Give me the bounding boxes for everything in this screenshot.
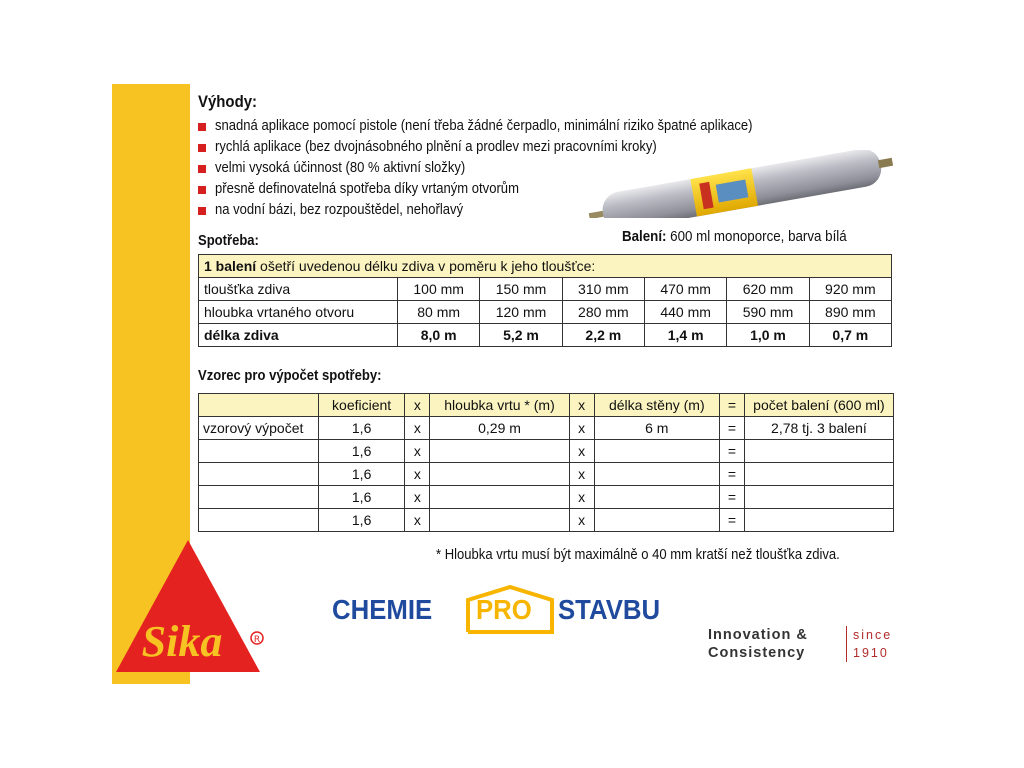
table-row <box>199 278 892 301</box>
table-header-cell: koeficient <box>318 394 405 417</box>
since-line-2: 1910 <box>853 646 889 660</box>
table-header-cell <box>199 394 319 417</box>
list-item: snadná aplikace pomocí pistole (není třeba žádné čerpadlo, minimální riziko špatné aplikace) <box>198 116 898 137</box>
table-row <box>199 301 892 324</box>
list-item: rychlá aplikace (bez dvojnásobného plnění a prodlev mezi pracovními kroky) <box>198 137 898 158</box>
formula-table <box>198 393 894 532</box>
consumption-header-cell <box>199 255 892 278</box>
table-cell: 100 mm <box>398 278 480 301</box>
table-cell: = <box>720 440 745 463</box>
bullet-square-icon <box>198 123 206 131</box>
footnote: * Hloubka vrtu musí být maximálně o 40 mm kratší než tloušťka zdiva. <box>436 547 840 563</box>
product-cartridge-image <box>582 150 904 218</box>
table-cell: 1,4 m <box>644 324 726 347</box>
packaging-label: Balení: <box>622 229 667 245</box>
list-item: velmi vysoká účinnost (80 % aktivní složky) <box>198 158 898 179</box>
tagline-line-1: Innovation & <box>708 627 808 643</box>
table-cell: 1,6 <box>318 486 405 509</box>
consumption-table <box>198 254 892 347</box>
packaging-text: 600 ml monoporce, barva bílá <box>666 229 847 245</box>
table-cell: 150 mm <box>480 278 562 301</box>
table-cell: x <box>405 440 430 463</box>
table-cell: 2,78 tj. 3 balení <box>744 417 893 440</box>
row-label: délka zdiva <box>199 324 398 347</box>
table-cell: 470 mm <box>644 278 726 301</box>
table-cell <box>744 509 893 532</box>
table-cell: x <box>569 486 594 509</box>
sika-logo <box>112 538 272 678</box>
table-row <box>199 463 894 486</box>
table-cell: x <box>405 417 430 440</box>
sika-wordmark: Sika <box>141 617 223 666</box>
bullet-square-icon <box>198 165 206 173</box>
table-row <box>199 486 894 509</box>
list-item: přesně definovatelná spotřeba díky vrtaným otvorům <box>198 179 898 200</box>
table-cell: 120 mm <box>480 301 562 324</box>
table-cell: 1,6 <box>318 463 405 486</box>
table-cell: 890 mm <box>809 301 891 324</box>
table-cell: 0,7 m <box>809 324 891 347</box>
bullet-square-icon <box>198 144 206 152</box>
chemie-pro-stavbu-logo <box>332 584 698 634</box>
table-row <box>199 509 894 532</box>
table-cell: vzorový výpočet <box>199 417 319 440</box>
table-cell: 2,2 m <box>562 324 644 347</box>
since-line-1: since <box>853 628 893 642</box>
table-header-cell: počet balení (600 ml) <box>744 394 893 417</box>
table-cell: 0,29 m <box>430 417 569 440</box>
row-label: hloubka vrtaného otvoru <box>199 301 398 324</box>
brand-word-mid: PRO <box>476 594 532 625</box>
consumption-title: Spotřeba: <box>198 233 259 249</box>
brand-word-right: STAVBU <box>558 594 661 625</box>
table-cell: x <box>569 463 594 486</box>
table-cell: = <box>720 509 745 532</box>
table-cell <box>594 509 719 532</box>
table-cell: = <box>720 417 745 440</box>
table-cell <box>744 486 893 509</box>
table-cell <box>199 486 319 509</box>
innovation-tagline <box>708 626 808 662</box>
table-cell <box>744 463 893 486</box>
table-cell: x <box>569 440 594 463</box>
table-cell: 920 mm <box>809 278 891 301</box>
table-cell: x <box>405 463 430 486</box>
list-item: na vodní bázi, bez rozpouštědel, nehořlavý <box>198 200 898 221</box>
bullet-square-icon <box>198 186 206 194</box>
table-cell <box>430 463 569 486</box>
table-cell <box>594 463 719 486</box>
table-cell: 1,6 <box>318 440 405 463</box>
table-cell: 280 mm <box>562 301 644 324</box>
tagline-line-2: Consistency <box>708 645 806 661</box>
brand-word-left: CHEMIE <box>332 594 433 625</box>
consumption-header-text: ošetří uvedenou délku zdiva v poměru k jeho tloušťce: <box>256 258 596 274</box>
table-header-cell: x <box>405 394 430 417</box>
table-cell: 590 mm <box>727 301 809 324</box>
advantages-title: Výhody: <box>198 92 258 111</box>
table-cell <box>430 440 569 463</box>
formula-title: Vzorec pro výpočet spotřeby: <box>198 368 382 384</box>
table-cell: x <box>405 509 430 532</box>
svg-text:R: R <box>253 635 261 645</box>
table-row <box>199 394 894 417</box>
table-cell <box>594 440 719 463</box>
table-cell: = <box>720 486 745 509</box>
row-label: tloušťka zdiva <box>199 278 398 301</box>
table-cell: x <box>569 509 594 532</box>
table-cell: 1,6 <box>318 417 405 440</box>
table-row <box>199 324 892 347</box>
table-cell <box>199 440 319 463</box>
table-cell <box>594 486 719 509</box>
table-header-cell: x <box>569 394 594 417</box>
table-cell <box>430 486 569 509</box>
table-header-cell: = <box>720 394 745 417</box>
table-cell <box>199 463 319 486</box>
packaging-note <box>622 229 847 245</box>
table-cell: 6 m <box>594 417 719 440</box>
table-row <box>199 255 892 278</box>
table-cell <box>199 509 319 532</box>
table-cell: 1,6 <box>318 509 405 532</box>
consumption-header-bold: 1 balení <box>204 258 257 274</box>
table-cell <box>430 509 569 532</box>
since-1910-mark <box>846 626 892 662</box>
table-cell: 1,0 m <box>727 324 809 347</box>
table-cell: 440 mm <box>644 301 726 324</box>
table-cell: x <box>569 417 594 440</box>
table-cell: x <box>405 486 430 509</box>
table-cell <box>744 440 893 463</box>
table-row <box>199 417 894 440</box>
table-header-cell: délka stěny (m) <box>594 394 719 417</box>
table-cell: 8,0 m <box>398 324 480 347</box>
table-cell: 620 mm <box>727 278 809 301</box>
table-cell: 5,2 m <box>480 324 562 347</box>
table-row <box>199 440 894 463</box>
table-header-cell: hloubka vrtu * (m) <box>430 394 569 417</box>
table-cell: 310 mm <box>562 278 644 301</box>
table-cell: = <box>720 463 745 486</box>
bullet-square-icon <box>198 207 206 215</box>
table-cell: 80 mm <box>398 301 480 324</box>
